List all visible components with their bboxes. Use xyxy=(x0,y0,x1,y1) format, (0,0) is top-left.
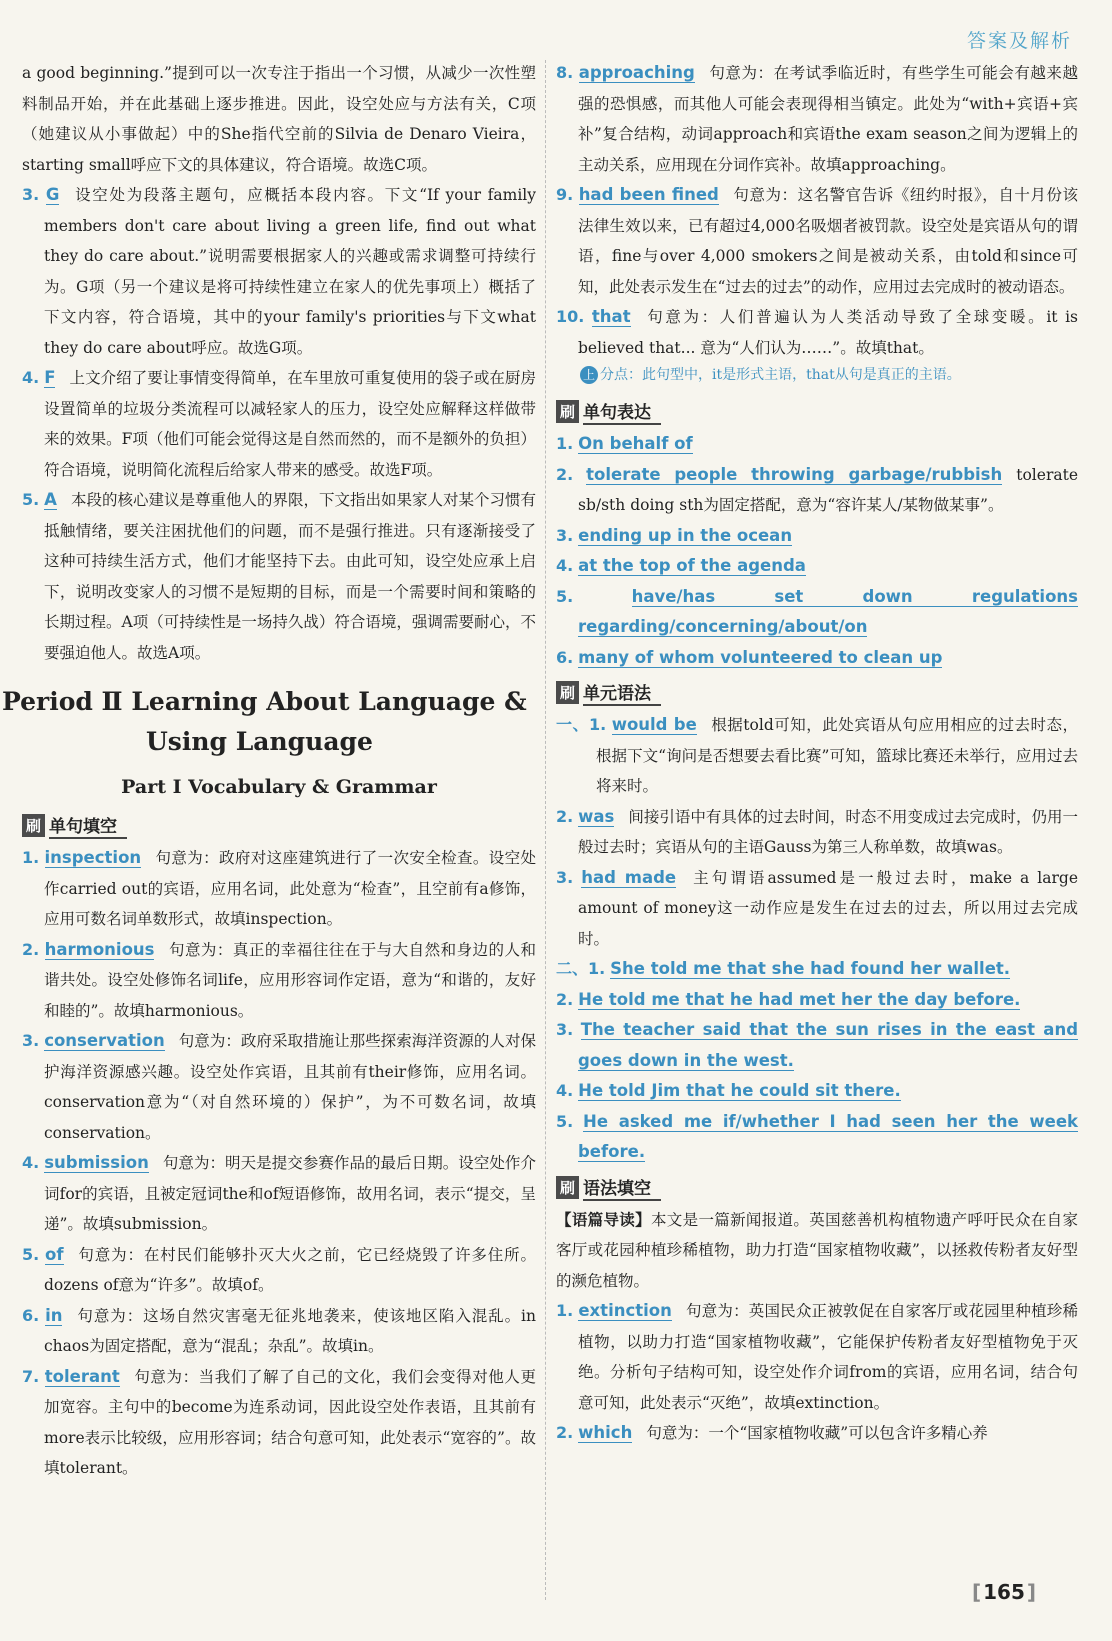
section-tag: 刷 xyxy=(556,400,579,423)
answer-item xyxy=(22,1362,536,1484)
period-line1: Period Ⅱ Learning About Language & xyxy=(2,687,527,716)
answer: had been fined xyxy=(578,185,719,204)
item-number: 4. xyxy=(22,1153,40,1172)
item-number: 2. xyxy=(556,1423,574,1442)
answer: On behalf of xyxy=(578,434,693,453)
answer-item xyxy=(22,1148,536,1240)
expression-item xyxy=(556,521,1078,552)
column-divider xyxy=(545,60,546,1600)
answer: He told me that he had met her the day before. xyxy=(578,989,1021,1009)
grammar-item xyxy=(556,710,1078,802)
item-number: 2. xyxy=(556,464,574,484)
reported-item xyxy=(556,954,1078,985)
section-heading xyxy=(556,679,661,706)
item-number: 5. xyxy=(556,586,574,606)
right-column xyxy=(556,58,1078,1449)
answer: approaching xyxy=(578,63,695,82)
explanation: 句意为：政府对这座建筑进行了一次安全检查。设空处作carried out的宾语，应用名词，此处意为“检查”，且空前有a修饰，应用可数名词单数形式，故填inspection。 xyxy=(44,849,536,928)
explanation: 句意为：英国民众正被敦促在自家客厅或花园里种植珍稀植物，以助力打造“国家植物收藏”，它能保护传粉者友好型植物免于灭绝。分析句子结构可知，设空处作介词from的宾语，应用名词，结合句意可知，此处表示“灭绝”，故填extinction。 xyxy=(578,1302,1078,1412)
explanation: 句意为：这名警官告诉《纽约时报》，自十月份该法律生效以来，已有超过4,000名吸烟者被罚款。设空处是宾语从句的谓语，fine与over 4,000 smokers之间是被动关系，由told和since可知，此处表示发生在“过去的过去”的动作，应用过去完成时的被动语态。 xyxy=(578,186,1078,296)
passage-guide xyxy=(556,1205,1078,1297)
answer-item xyxy=(22,935,536,1027)
expression-item xyxy=(556,643,1078,674)
item-number: 8. xyxy=(556,63,574,82)
answer-item xyxy=(556,58,1078,180)
answer: G xyxy=(45,185,60,204)
section-heading xyxy=(22,812,127,839)
answer: A xyxy=(44,490,57,509)
grammar-item xyxy=(556,863,1078,955)
answer: was xyxy=(578,806,615,826)
answer: which xyxy=(578,1423,633,1442)
answer-item xyxy=(22,843,536,935)
answer-item xyxy=(22,180,536,363)
explanation: 句意为：政府采取措施让那些探索海洋资源的人对保护海洋资源感兴趣。设空处作宾语，且其前有their修饰，应用名词。conservation意为“（对自然环境的）保护”，为不可数名词，故填conservation。 xyxy=(44,1032,536,1142)
reported-item xyxy=(556,1107,1078,1168)
answer: inspection xyxy=(44,848,142,867)
section-tag: 刷 xyxy=(556,1176,579,1199)
item-number: 4. xyxy=(22,368,40,387)
section-name: 单元语法 xyxy=(583,679,661,706)
item-number: 6. xyxy=(556,647,574,667)
expression-item xyxy=(556,582,1078,643)
answer: extinction xyxy=(578,1301,672,1320)
answer: The teacher said that the sun rises in the east and goes down in the west. xyxy=(578,1020,1079,1070)
item-number: 3. xyxy=(556,525,574,545)
item-number: 9. xyxy=(556,185,574,204)
answer-item xyxy=(22,1240,536,1301)
item-number: 6. xyxy=(22,1305,40,1325)
answer: would be xyxy=(611,715,697,734)
expression-item xyxy=(556,429,1078,460)
tip-note xyxy=(556,365,1078,386)
item-number: 5. xyxy=(22,1244,40,1264)
answer: of xyxy=(45,1244,64,1264)
answer: conservation xyxy=(44,1031,165,1050)
explanation: tolerate sb/sth doing sth为固定搭配，意为“容许某人/某物做某事”。 xyxy=(578,465,1078,514)
cloze-item xyxy=(556,1296,1078,1418)
item-number: 1. xyxy=(22,848,40,867)
item-number: 5. xyxy=(22,490,40,509)
item-number: 二、1. xyxy=(556,959,606,978)
header-title: 答案及解析 xyxy=(966,30,1072,52)
explanation: 句意为：这场自然灾害毫无征兆地袭来，使该地区陷入混乱。in chaos为固定搭配，意为“混乱；杂乱”。故填in。 xyxy=(44,1306,536,1355)
item-number: 7. xyxy=(22,1366,40,1386)
expression-item xyxy=(556,551,1078,582)
answer: He told Jim that he could sit there. xyxy=(578,1081,901,1100)
guide-text: 本文是一篇新闻报道。英国慈善机构植物遗产呼吁民众在自家客厅或花园种植珍稀植物，助力打造“国家植物收藏”，以拯救传粉者友好型的濒危植物。 xyxy=(556,1210,1078,1290)
reported-item xyxy=(556,985,1078,1016)
section-name: 单句表达 xyxy=(583,398,661,425)
answer: He asked me if/whether I had seen her the week before. xyxy=(578,1111,1078,1161)
tip-text: 分点：此句型中，it是形式主语，that从句是真正的主语。 xyxy=(600,367,961,383)
item-number: 2. xyxy=(556,806,574,826)
answer: at the top of the agenda xyxy=(578,556,806,575)
explanation: 句意为：在村民们能够扑灭大火之前，它已经烧毁了许多住所。dozens of意为“许多”。故填of。 xyxy=(44,1245,536,1294)
explanation: 间接引语中有具体的过去时间，时态不用变成过去完成时，仍用一般过去时；宾语从句的主语Gauss为第三人称单数，故填was。 xyxy=(578,807,1078,856)
item-number: 3. xyxy=(556,867,574,887)
answer-item xyxy=(556,302,1078,363)
part-title: Part Ⅰ Vocabulary & Grammar xyxy=(121,776,437,798)
explanation: 句意为：人们普遍认为人类活动导致了全球变暖。it is believed that... 意为“人们认为……”。故填that。 xyxy=(578,308,1078,357)
answer: submission xyxy=(44,1153,149,1172)
item-number: 2. xyxy=(556,989,574,1009)
answer: harmonious xyxy=(44,939,155,959)
section-tag: 刷 xyxy=(556,681,579,704)
item-number: 1. xyxy=(556,1301,574,1320)
explanation: 根据told可知，此处宾语从句应用相应的过去时态，根据下文“询问是否想要去看比赛”可知，篮球比赛还未举行，应用过去将来时。 xyxy=(596,716,1078,795)
item-number: 一、1. xyxy=(556,715,607,734)
reported-item xyxy=(556,1015,1078,1076)
tip-badge-icon: 上 xyxy=(580,366,598,384)
cloze-item xyxy=(556,1418,1078,1449)
item-number: 5. xyxy=(556,1111,574,1131)
grammar-item xyxy=(556,802,1078,863)
item-number: 4. xyxy=(556,1081,574,1100)
page-number: [ 165 ] xyxy=(972,1580,1036,1604)
explanation: 句意为：明天是提交参赛作品的最后日期。设空处作介词for的宾语，且被定冠词the和of短语修饰，故用名词，表示“提交，呈递”。故填submission。 xyxy=(44,1154,536,1233)
explanation: 主句谓语assumed是一般过去时，make a large amount of money这一动作应是发生在过去的过去，所以用过去完成时。 xyxy=(578,868,1079,948)
period-title xyxy=(2,682,536,762)
section-name: 单句填空 xyxy=(49,812,127,839)
explanation: 句意为：当我们了解了自己的文化，我们会变得对他人更加宽容。主句中的become为连系动词，因此设空处作表语，且其前有more表示比较级，应用形容词；结合句意可知，此处表示“宽容的”。故填tolerant。 xyxy=(44,1367,536,1477)
item-number: 3. xyxy=(22,1031,40,1050)
item-number: 4. xyxy=(556,556,574,575)
reported-item xyxy=(556,1076,1078,1107)
answer: tolerant xyxy=(44,1366,120,1386)
answer-item xyxy=(22,1026,536,1148)
explanation: 上文介绍了要让事情变得简单，在车里放可重复使用的袋子或在厨房设置简单的垃圾分类流程可以减轻家人的压力，设空处应解释这样做带来的效果。F项（他们可能会觉得这是自然而然的，而不是额外的负担）符合语境，说明简化流程后给家人带来的感受。故选F项。 xyxy=(44,369,536,479)
answer-item xyxy=(556,180,1078,302)
explanation: 本段的核心建议是尊重他人的界限，下文指出如果家人对某个习惯有抵触情绪，要关注困扰他们的问题，而不是强行推进。只有逐渐接受了这种可持续生活方式，他们才能坚持下去。由此可知，设空处应承上启下，说明改变家人的习惯不是短期的目标，而是一个需要时间和策略的长期过程。A项（可持续性是一场持久战）符合语境，强调需要耐心，不要强迫他人。故选A项。 xyxy=(44,491,536,662)
answer: tolerate people throwing garbage/rubbish xyxy=(586,464,1003,484)
expression-item xyxy=(556,460,1078,521)
guide-label: 【语篇导读】 xyxy=(556,1210,651,1229)
answer: ending up in the ocean xyxy=(578,525,793,545)
explanation: 句意为：一个“国家植物收藏”可以包含许多精心养 xyxy=(646,1424,988,1442)
section-heading xyxy=(556,1174,661,1201)
explanation: 设空处为段落主题句，应概括本段内容。下文“If your family members don't care about living a green life, find out what they do care about.”说明需要根据家人的兴趣或需求调整可持续行为。G项（另一个建议是将可持续性建立在家人的优先事项上）概括了下文内容，符合语境，其中的your family's priorities与下文what they do care about呼应。故选G项。 xyxy=(44,186,536,357)
answer: F xyxy=(44,368,56,387)
item-number: 3. xyxy=(22,185,40,204)
answer: in xyxy=(45,1305,63,1325)
item-number: 3. xyxy=(556,1020,574,1039)
answer: have/has set down regulations regarding/concerning/about/on xyxy=(578,586,1078,636)
answer: many of whom volunteered to clean up xyxy=(578,647,943,667)
left-column xyxy=(2,58,536,1484)
section-tag: 刷 xyxy=(22,814,45,837)
item-number: 2. xyxy=(22,939,40,959)
answer: that xyxy=(591,307,631,326)
answer: had made xyxy=(581,867,677,887)
answer-item xyxy=(22,1301,536,1362)
item-number: 10. xyxy=(556,307,585,326)
answer-item xyxy=(22,485,536,668)
explanation: 句意为：在考试季临近时，有些学生可能会有越来越强的恐惧感，而其他人可能会表现得相当镇定。此处为“with+宾语+宾补”复合结构，动词approach和宾语the exam season之间为逻辑上的主动关系，应用现在分词作宾补。故填approaching。 xyxy=(578,64,1078,174)
item-number: 1. xyxy=(556,434,574,453)
answer: She told me that she had found her wallet. xyxy=(610,959,1011,978)
section-name: 语法填空 xyxy=(583,1174,661,1201)
period-line2: Using Language xyxy=(146,727,373,756)
answer-item xyxy=(22,363,536,485)
section-heading xyxy=(556,398,661,425)
intro-paragraph: a good beginning.”提到可以一次专注于指出一个习惯，从减少一次性塑料制品开始，并在此基础上逐步推进。因此，设空处应与方法有关，C项（她建议从小事做起）中的She指代空前的Silvia de Denaro Vieira，starting small呼应下文的具体建议，符合语境。故选C项。 xyxy=(22,64,536,174)
explanation: 句意为：真正的幸福往往在于与大自然和身边的人和谐共处。设空处修饰名词life，应用形容词作定语，意为“和谐的，友好和睦的”。故填harmonious。 xyxy=(44,940,536,1020)
